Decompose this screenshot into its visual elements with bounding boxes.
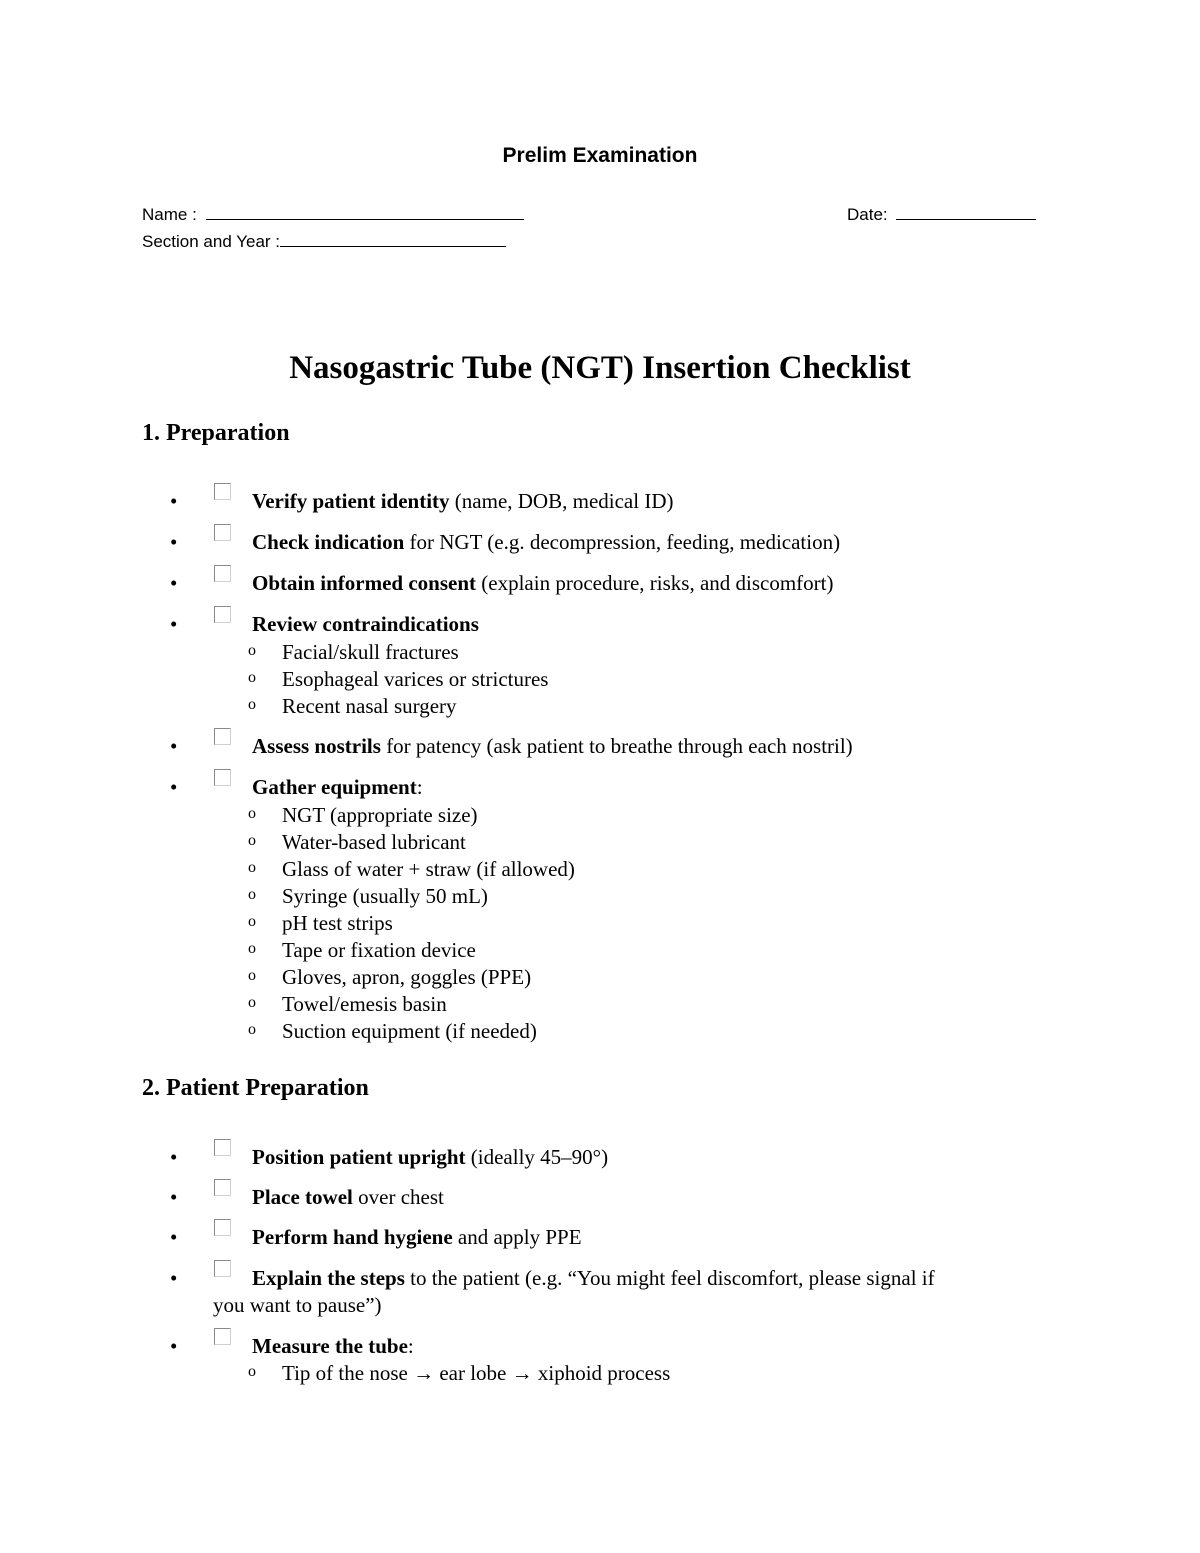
- sub-item: o Syringe (usually 50 mL): [248, 884, 488, 908]
- item-text: Obtain informed consent (explain procedure, risks, and discomfort): [252, 571, 834, 595]
- sub-item: o Gloves, apron, goggles (PPE): [248, 965, 532, 989]
- list-item: [0, 734, 1200, 764]
- bullet: •: [170, 1185, 178, 1209]
- item-text: Assess nostrils for patency (ask patient to breathe through each nostril): [252, 734, 853, 758]
- bullet: •: [170, 571, 178, 595]
- section-year-blank[interactable]: [280, 231, 506, 247]
- checkbox-icon[interactable]: [214, 1260, 231, 1277]
- section-year-field: [142, 231, 506, 252]
- item-text: Gather equipment:: [252, 775, 423, 799]
- item-text-continuation: you want to pause”): [213, 1293, 382, 1317]
- section-heading-preparation: 1. Preparation: [142, 420, 290, 446]
- item-text: Position patient upright (ideally 45–90°): [252, 1145, 609, 1169]
- bullet: •: [170, 775, 178, 799]
- date-field: [847, 204, 1036, 225]
- checkbox-icon[interactable]: [214, 483, 231, 500]
- checklist-title: Nasogastric Tube (NGT) Insertion Checklist: [289, 350, 911, 386]
- item-text: Perform hand hygiene and apply PPE: [252, 1225, 582, 1249]
- date-label: Date:: [847, 205, 888, 224]
- list-item: [0, 1145, 1200, 1175]
- sub-item: o Tape or fixation device: [248, 938, 476, 962]
- sub-item: o Water-based lubricant: [248, 830, 466, 854]
- list-item: [0, 571, 1200, 601]
- checkbox-icon[interactable]: [214, 769, 231, 786]
- item-text: Explain the steps to the patient (e.g. “You might feel discomfort, please signal if: [252, 1266, 935, 1290]
- sub-item: o Esophageal varices or strictures: [248, 667, 549, 691]
- list-item: [0, 530, 1200, 560]
- section-year-label: Section and Year :: [142, 232, 281, 251]
- bullet: •: [170, 1334, 178, 1358]
- bullet: •: [170, 1225, 178, 1249]
- sub-item: o Suction equipment (if needed): [248, 1019, 537, 1043]
- list-item: [0, 775, 1200, 805]
- exam-title: Prelim Examination: [502, 144, 698, 167]
- item-text: Measure the tube:: [252, 1334, 414, 1358]
- name-field: [142, 204, 524, 225]
- bullet: •: [170, 734, 178, 758]
- checkbox-icon[interactable]: [214, 565, 231, 582]
- sub-item: o Recent nasal surgery: [248, 694, 457, 718]
- item-text: Review contraindications: [252, 612, 479, 636]
- bullet: •: [170, 530, 178, 554]
- sub-item: o NGT (appropriate size): [248, 803, 478, 827]
- bullet: •: [170, 489, 178, 513]
- list-item: [0, 1185, 1200, 1215]
- list-item: [0, 1225, 1200, 1255]
- sub-item: o Glass of water + straw (if allowed): [248, 857, 575, 881]
- list-item: [0, 1334, 1200, 1364]
- item-text: Check indication for NGT (e.g. decompression, feeding, medication): [252, 530, 841, 554]
- list-item: [0, 489, 1200, 519]
- list-item: [0, 1266, 1200, 1296]
- name-label: Name :: [142, 205, 197, 224]
- sub-item: o Tip of the nose → ear lobe → xiphoid process: [248, 1361, 671, 1385]
- checkbox-icon[interactable]: [214, 1179, 231, 1196]
- sub-item: o Facial/skull fractures: [248, 640, 459, 664]
- date-blank[interactable]: [896, 204, 1036, 220]
- name-blank[interactable]: [206, 204, 524, 220]
- sub-item: o pH test strips: [248, 911, 393, 935]
- checkbox-icon[interactable]: [214, 1219, 231, 1236]
- bullet: •: [170, 1145, 178, 1169]
- checkbox-icon[interactable]: [214, 1328, 231, 1345]
- bullet: •: [170, 1266, 178, 1290]
- section-heading-patient-preparation: 2. Patient Preparation: [142, 1075, 369, 1101]
- checkbox-icon[interactable]: [214, 606, 231, 623]
- checkbox-icon[interactable]: [214, 524, 231, 541]
- item-text: Place towel over chest: [252, 1185, 444, 1209]
- list-item: [0, 612, 1200, 642]
- sub-item: o Towel/emesis basin: [248, 992, 447, 1016]
- checkbox-icon[interactable]: [214, 1139, 231, 1156]
- item-text: Verify patient identity (name, DOB, medical ID): [252, 489, 674, 513]
- bullet: •: [170, 612, 178, 636]
- checkbox-icon[interactable]: [214, 728, 231, 745]
